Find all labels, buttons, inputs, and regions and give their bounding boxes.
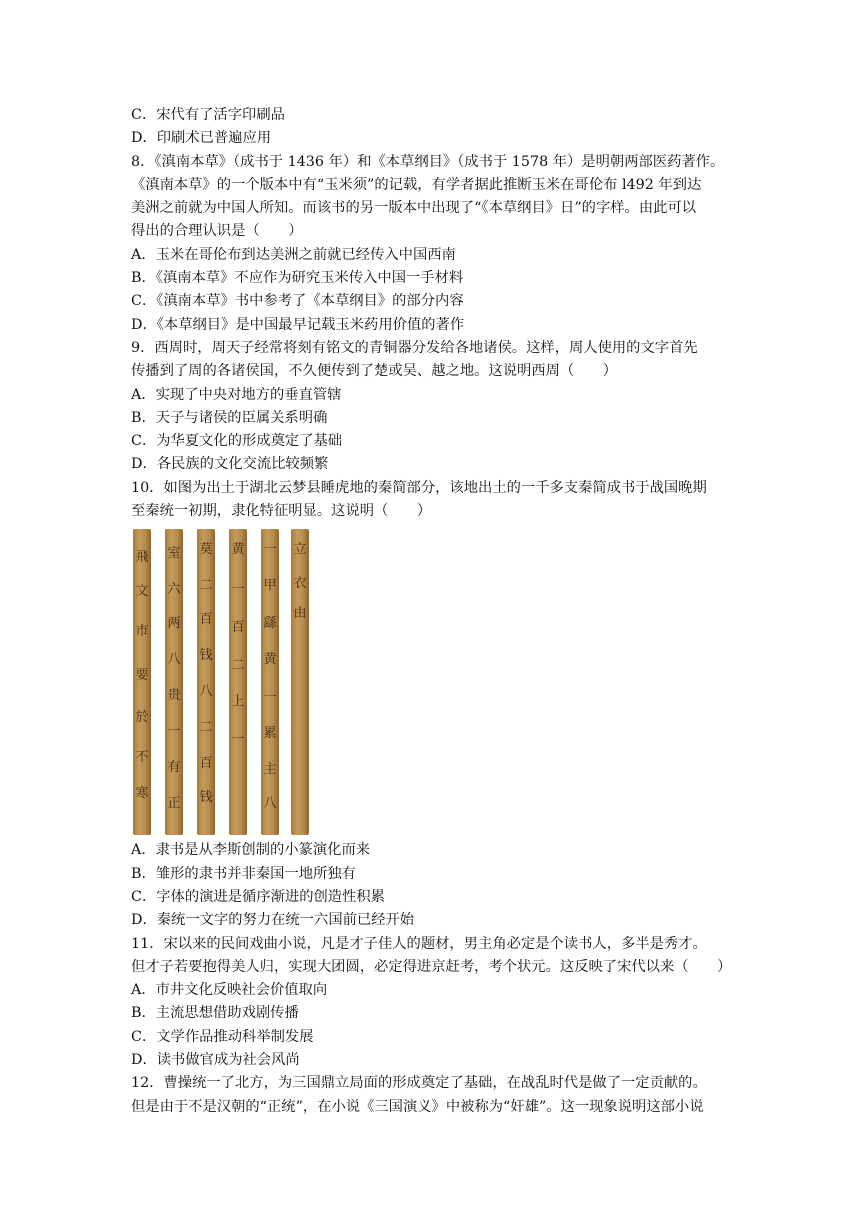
bamboo-slip: 飛 文 市 要 於 不 寒 (133, 529, 151, 835)
option-d: D．印刷术已普遍应用 (131, 130, 272, 147)
option-b: B．天子与诸侯的臣属关系明确 (131, 409, 328, 426)
option-c: C．字体的演进是循序渐进的创造性积累 (131, 888, 385, 905)
bamboo-slip: 立 衣 由 (291, 529, 309, 835)
question-content (131, 104, 741, 1119)
question-stem-line: 但是由于不是汉朝的“正统”，在小说《三国演义》中被称为“奸雄”。这一现象说明这部小说 (131, 1098, 704, 1115)
option-a: A．玉米在哥伦布到达美洲之前就已经传入中国西南 (131, 246, 456, 263)
option-a: A．市井文化反映社会价值取向 (131, 982, 328, 999)
question-11 (131, 933, 741, 1073)
question-stem-line: 但才子若要抱得美人归，实现大团圆，必定得进京赶考，考个状元。这反映了宋代以来（ ） (131, 958, 732, 975)
bamboo-slip: 一 甲 繇 黄 一 累 主 八 (261, 529, 279, 835)
question-10 (131, 477, 741, 933)
question-12 (131, 1072, 741, 1119)
question-stem-line: 10．如图为出土于湖北云梦县睡虎地的秦简部分，该地出土的一千多支秦简成书于战国晚期 (131, 479, 707, 496)
option-c: C．《滇南本草》书中参考了《本草纲目》的部分内容 (131, 293, 464, 310)
option-a: A．实现了中央对地方的垂直管辖 (131, 386, 342, 403)
option-d: D．秦统一文字的努力在统一六国前已经开始 (131, 912, 415, 929)
option-d: D．各民族的文化交流比较频繁 (131, 456, 329, 473)
option-c: C．为华夏文化的形成奠定了基础 (131, 433, 343, 450)
question-stem-line: 至秦统一初期，隶化特征明显。这说明（ ） (131, 503, 432, 520)
option-b: B．主流思想借助戏剧传播 (131, 1005, 299, 1022)
option-c: C．文学作品推动科举制发展 (131, 1028, 314, 1045)
option-b: B．《滇南本草》不应作为研究玉米传入中国一手材料 (131, 270, 464, 287)
option-a: A．隶书是从李斯创制的小篆演化而来 (131, 842, 371, 859)
option-c: C．宋代有了活字印刷品 (131, 107, 285, 123)
option-b: B．雏形的隶书并非秦国一地所独有 (131, 865, 356, 882)
bamboo-slip: 莫 二 百 钱 八 二 百 钱 (197, 529, 215, 835)
question-stem-line: 得出的合理认识是（ ） (131, 223, 303, 240)
question-9 (131, 337, 741, 477)
question-stem-line: 9．西周时，周天子经常将刻有铭文的青铜器分发给各地诸侯。这样，周人使用的文字首先 (131, 339, 698, 356)
bamboo-slip: 黄 一 百 二 上 一 (229, 529, 247, 835)
question-stem-line: 8．《滇南本草》（成书于 1436 年）和《本草纲目》（成书于 1578 年）是明朝两部医药著作。 (131, 153, 725, 170)
question-stem-line: 12．曹操统一了北方，为三国鼎立局面的形成奠定了基础，在战乱时代是做了一定贡献的。 (131, 1075, 707, 1092)
q7-options-tail (131, 104, 741, 151)
option-d: D．读书做官成为社会风尚 (131, 1052, 300, 1069)
bamboo-slips-image (131, 529, 307, 835)
question-stem-line: 美洲之前就为中国人所知。而该书的另一版本中出现了“《本草纲目》日”的字样。由此可以 (131, 200, 697, 217)
bamboo-slip: 室 六 两 八 贵 一 有 正 (165, 529, 183, 835)
question-stem-line: 《滇南本草》的一个版本中有“玉米须”的记载，有学者据此推断玉米在哥伦布 l492 年到达 (131, 176, 702, 193)
question-8 (131, 151, 741, 337)
question-stem-line: 传播到了周的各诸侯国，不久便传到了楚或吴、越之地。这说明西周（ ） (131, 363, 618, 380)
option-d: D．《本草纲目》是中国最早记载玉米药用价值的著作 (131, 316, 465, 333)
question-stem-line: 11．宋以来的民间戏曲小说，凡是才子佳人的题材，男主角必定是个读书人，多半是秀才。 (131, 935, 707, 952)
